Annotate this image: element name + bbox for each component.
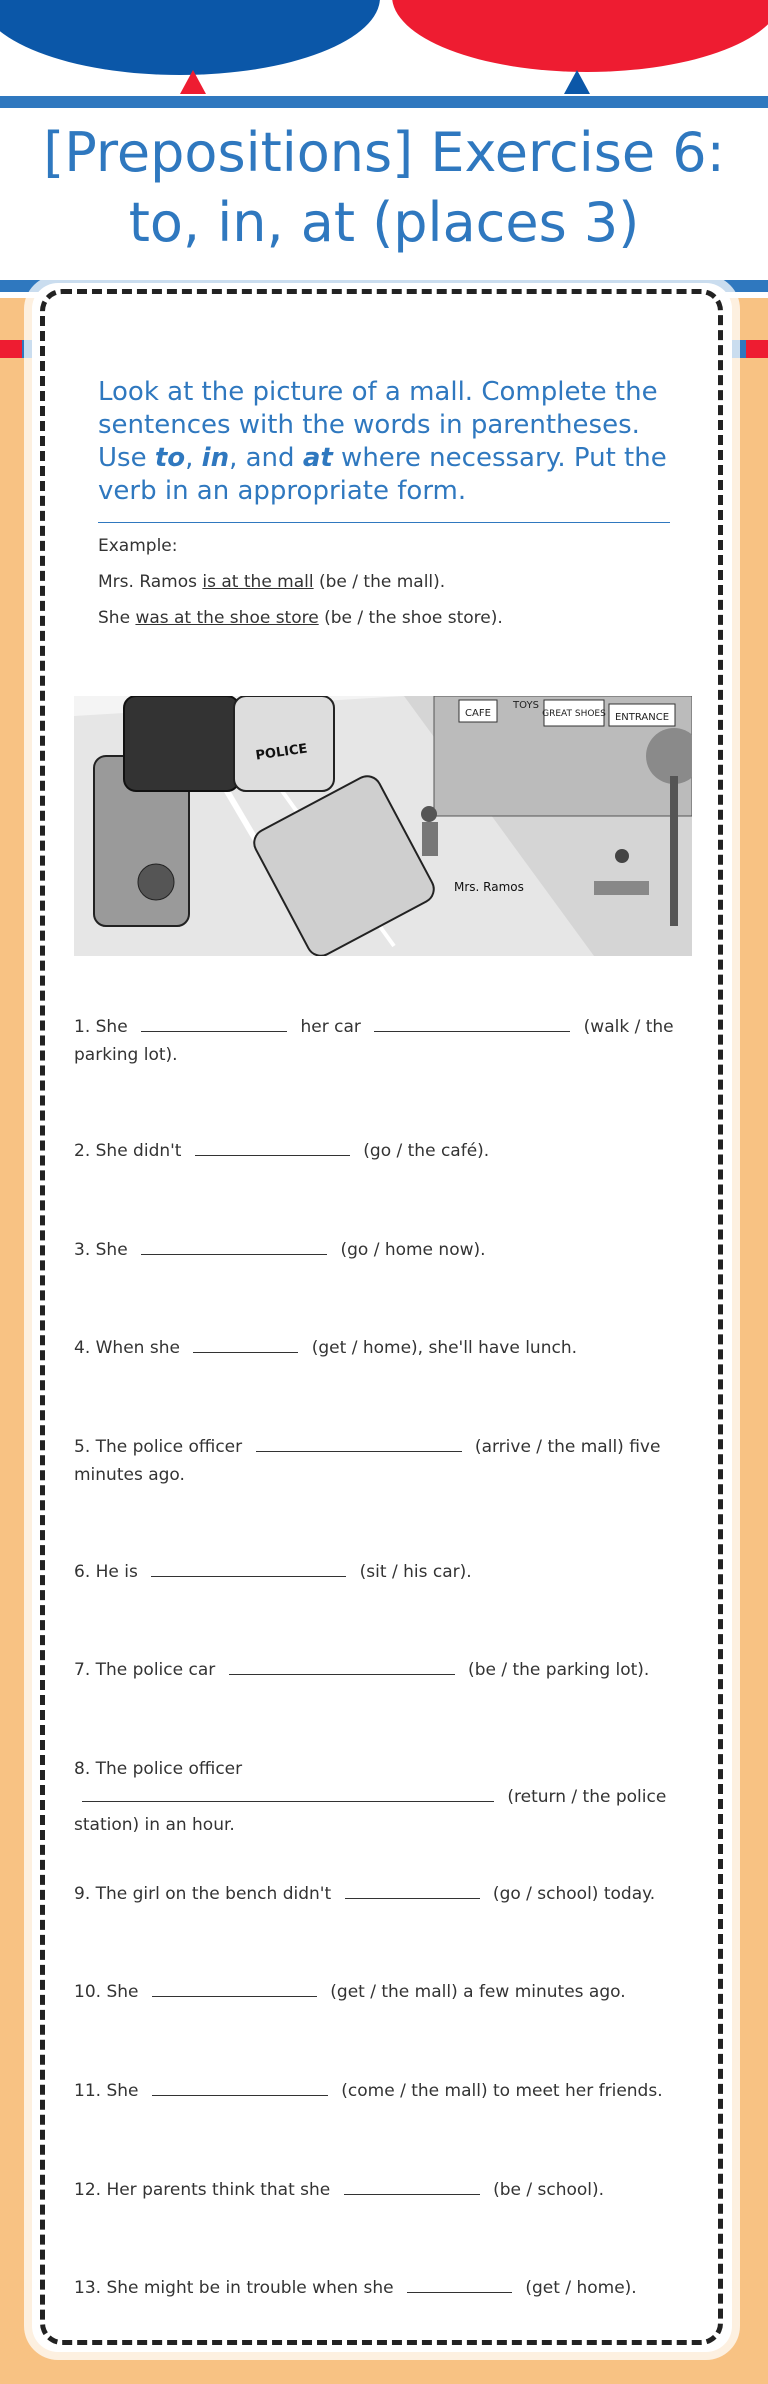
q4-blank[interactable] — [193, 1334, 298, 1353]
q10-hint: (get / the mall) a few minutes ago. — [324, 1982, 626, 2002]
corner-decoration-left — [0, 340, 22, 358]
q12-hint: (be / school). — [487, 2180, 605, 2200]
question-2 — [74, 1137, 674, 1165]
q12-text: 12. Her parents think that she — [74, 2180, 336, 2200]
q1-text-2: her car — [295, 1017, 367, 1037]
sign-entrance: ENTRANCE — [614, 712, 670, 723]
q8-text: 8. The police officer — [74, 1759, 243, 1779]
q13-hint: (get / home). — [519, 2278, 637, 2298]
q7-text: 7. The police car — [74, 1660, 221, 1680]
page-title: [Prepositions] Exercise 6: to, in, at (places 3) — [43, 121, 725, 254]
spare-tire — [138, 864, 174, 900]
q5-hint: (arrive / the mall) five minutes ago. — [74, 1437, 661, 1485]
example-line-2-hint: (be / the shoe store). — [318, 608, 503, 628]
q13-blank[interactable] — [407, 2274, 512, 2293]
q10-blank[interactable] — [152, 1978, 317, 1997]
q11-blank[interactable] — [152, 2077, 328, 2096]
girl-on-bench — [615, 849, 629, 863]
q4-hint: (get / home), she'll have lunch. — [306, 1338, 577, 1358]
q3-blank[interactable] — [141, 1236, 327, 1255]
q8-hint: (return / the police station) in an hour. — [74, 1787, 667, 1835]
example-line-1 — [98, 571, 445, 593]
instructions-divider — [98, 522, 670, 523]
q11-text: 11. She — [74, 2081, 144, 2101]
police-car — [234, 696, 334, 791]
example-line-2 — [98, 607, 503, 629]
question-7 — [74, 1656, 674, 1684]
sign-great-shoes: GREAT SHOES — [542, 709, 606, 719]
question-6 — [74, 1558, 674, 1586]
question-10 — [74, 1978, 674, 2006]
worksheet-dashed-border — [40, 289, 723, 2345]
question-8 — [74, 1755, 674, 1839]
sign-cafe: CAFE — [465, 708, 491, 719]
question-3 — [74, 1236, 674, 1264]
q9-text: 9. The girl on the bench didn't — [74, 1884, 337, 1904]
q8-blank[interactable] — [82, 1783, 494, 1802]
sign-toys: TOYS — [513, 700, 539, 711]
keyword-to: to — [154, 443, 186, 473]
q10-text: 10. She — [74, 1982, 144, 2002]
blue-balloon-knot — [564, 70, 590, 94]
q6-blank[interactable] — [151, 1558, 346, 1577]
instructions — [98, 376, 670, 508]
black-truck — [124, 696, 239, 791]
q13-text: 13. She might be in trouble when she — [74, 2278, 399, 2298]
question-5 — [74, 1433, 674, 1489]
q5-text: 5. The police officer — [74, 1437, 248, 1457]
tree-trunk — [670, 776, 678, 926]
example-line-1-answer: is at the mall — [202, 572, 314, 592]
q12-blank[interactable] — [344, 2176, 480, 2195]
q4-text: 4. When she — [74, 1338, 186, 1358]
mrs-ramos-body — [422, 822, 438, 856]
mrs-ramos-head — [421, 806, 437, 822]
q6-hint: (sit / his car). — [354, 1562, 472, 1582]
q7-hint: (be / the parking lot). — [462, 1660, 650, 1680]
q3-hint: (go / home now). — [335, 1240, 486, 1260]
question-13 — [74, 2274, 674, 2302]
q2-text: 2. She didn't — [74, 1141, 187, 1161]
keyword-at: at — [302, 443, 333, 473]
example-line-2-answer: was at the shoe store — [135, 608, 319, 628]
q9-hint: (go / school) today. — [487, 1884, 656, 1904]
example-line-1-hint: (be / the mall). — [313, 572, 446, 592]
q2-blank[interactable] — [195, 1137, 350, 1156]
question-1 — [74, 1013, 674, 1069]
question-11 — [74, 2077, 674, 2105]
question-12 — [74, 2176, 674, 2204]
q11-hint: (come / the mall) to meet her friends. — [335, 2081, 663, 2101]
q7-blank[interactable] — [229, 1656, 455, 1675]
example-line-2-prefix: She — [98, 608, 136, 628]
red-balloon-knot — [180, 70, 206, 94]
instructions-and: , and — [229, 443, 303, 473]
bench — [594, 881, 649, 895]
example-label: Example: — [98, 536, 178, 556]
corner-decoration-right — [746, 340, 768, 358]
question-9 — [74, 1880, 674, 1908]
instructions-text-1: Look at the picture of a mall. Complete the sentences with the words in parentheses. Use — [98, 377, 658, 473]
instructions-comma: , — [185, 443, 202, 473]
header-stripe — [0, 96, 768, 108]
q1-hint: (walk / the parking lot). — [74, 1017, 674, 1065]
q1-blank-2[interactable] — [374, 1013, 570, 1032]
question-4 — [74, 1334, 674, 1362]
example-line-1-prefix: Mrs. Ramos — [98, 572, 203, 592]
police-label: POLICE — [254, 741, 309, 764]
keyword-in: in — [201, 443, 230, 473]
q9-blank[interactable] — [345, 1880, 480, 1899]
mall-illustration — [74, 696, 692, 956]
q1-text: 1. She — [74, 1017, 134, 1037]
mrs-ramos-label: Mrs. Ramos — [454, 880, 524, 894]
q3-text: 3. She — [74, 1240, 134, 1260]
q1-blank-1[interactable] — [141, 1013, 287, 1032]
instructions-text-2: where necessary. Put the verb in an appropriate form. — [98, 443, 667, 506]
q5-blank[interactable] — [256, 1433, 462, 1452]
q2-hint: (go / the café). — [357, 1141, 490, 1161]
q6-text: 6. He is — [74, 1562, 144, 1582]
